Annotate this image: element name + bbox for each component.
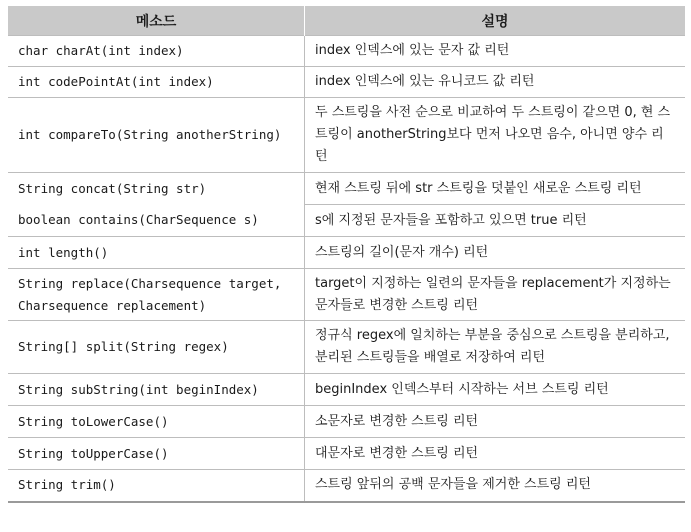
description-cell: 현재 스트링 뒤에 str 스트링을 덧붙인 새로운 스트링 리턴 (305, 173, 686, 205)
method-cell: int compareTo(String anotherString) (8, 98, 305, 173)
table-row (8, 321, 685, 374)
description-cell: index 인덱스에 있는 문자 값 리턴 (305, 36, 686, 67)
method-cell: String replace(Charsequence target, Charsequence replacement) (8, 269, 305, 321)
method-cell: String[] split(String regex) (8, 321, 305, 374)
description-cell: 스트링의 길이(문자 개수) 리턴 (305, 237, 686, 269)
method-cell: String subString(int beginIndex) (8, 374, 305, 406)
method-cell: int codePointAt(int index) (8, 67, 305, 98)
table-row (8, 173, 685, 205)
table-row (8, 36, 685, 67)
header-description: 설명 (305, 6, 686, 36)
header-method: 메소드 (8, 6, 305, 36)
table-row (8, 269, 685, 321)
method-cell: char charAt(int index) (8, 36, 305, 67)
table-row (8, 374, 685, 406)
method-cell: int length() (8, 237, 305, 269)
string-methods-table (8, 6, 685, 503)
description-cell: index 인덱스에 있는 유니코드 값 리턴 (305, 67, 686, 98)
description-cell: 대문자로 변경한 스트링 리턴 (305, 438, 686, 470)
table-row (8, 438, 685, 470)
description-cell: beginIndex 인덱스부터 시작하는 서브 스트링 리턴 (305, 374, 686, 406)
table-row (8, 406, 685, 438)
method-cell: String concat(String str) (8, 173, 305, 205)
description-cell: 두 스트링을 사전 순으로 비교하여 두 스트링이 같으면 0, 현 스트링이 anotherString보다 먼저 나오면 음수, 아니면 양수 리턴 (305, 98, 686, 173)
method-cell: String toLowerCase() (8, 406, 305, 438)
method-cell: String toUpperCase() (8, 438, 305, 470)
description-cell: target이 지정하는 일련의 문자들을 replacement가 지정하는 문자들로 변경한 스트링 리턴 (305, 269, 686, 321)
table-row (8, 205, 685, 237)
table-row (8, 470, 685, 502)
method-cell: String trim() (8, 470, 305, 502)
description-cell: 정규식 regex에 일치하는 부분을 중심으로 스트링을 분리하고, 분리된 스트링들을 배열로 저장하여 리턴 (305, 321, 686, 374)
table-row (8, 67, 685, 98)
table-row (8, 237, 685, 269)
description-cell: s에 지정된 문자들을 포함하고 있으면 true 리턴 (305, 205, 686, 237)
table-header-row (8, 6, 685, 36)
method-cell: boolean contains(CharSequence s) (18, 212, 259, 228)
description-cell: 스트링 앞뒤의 공백 문자들을 제거한 스트링 리턴 (305, 470, 686, 502)
table-row (8, 98, 685, 173)
description-cell: 소문자로 변경한 스트링 리턴 (305, 406, 686, 438)
